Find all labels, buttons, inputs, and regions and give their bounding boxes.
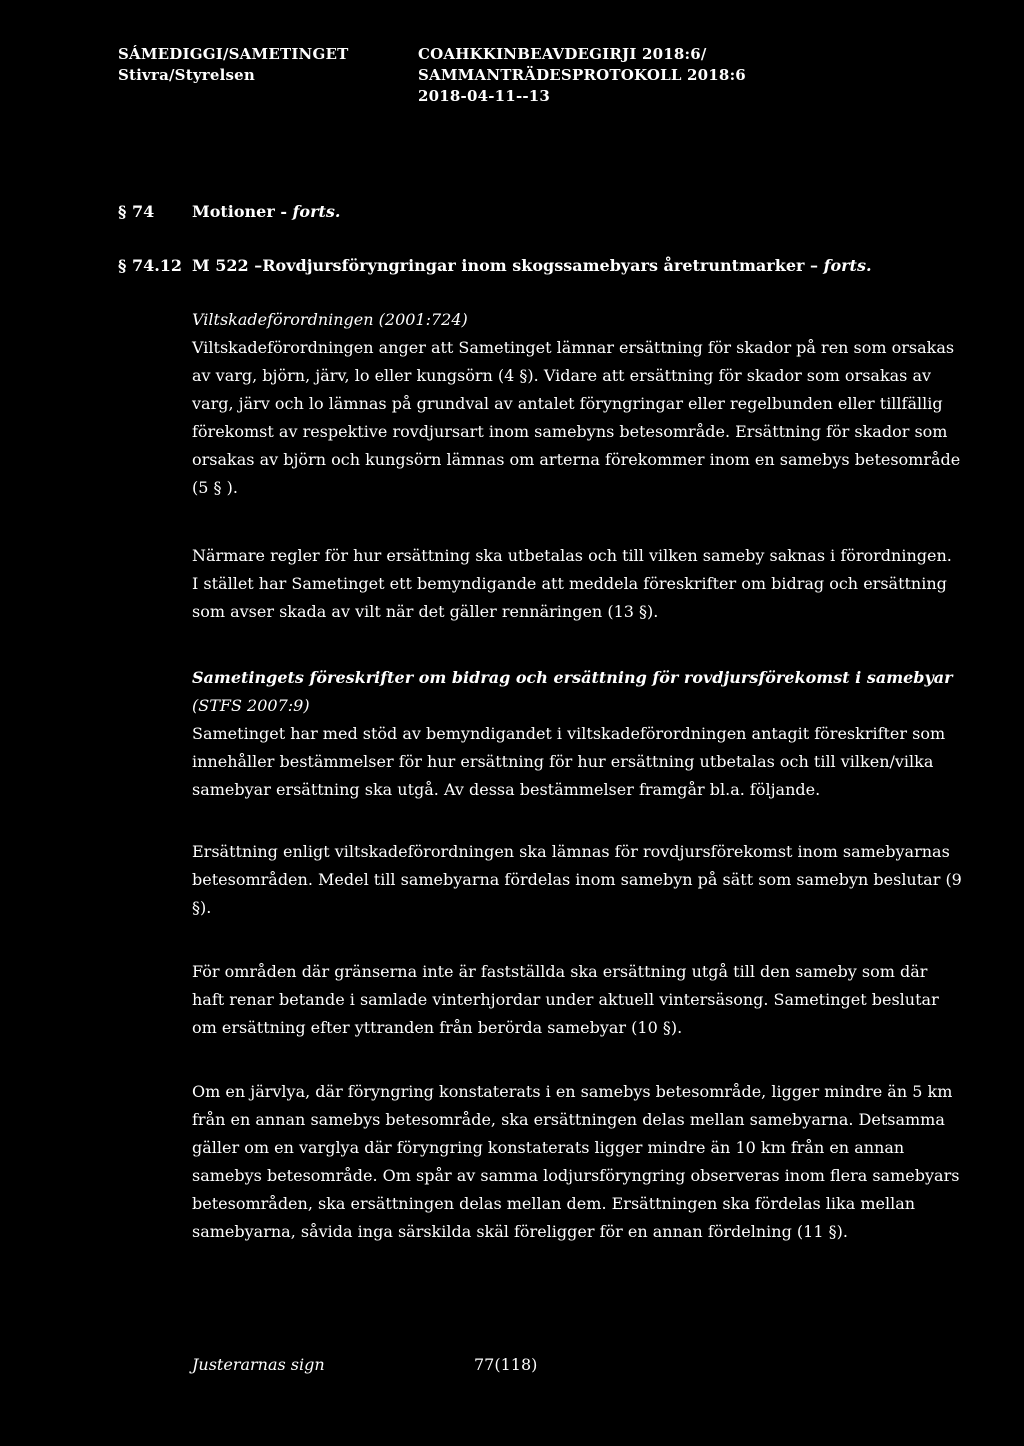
protocol-title-sami: COAHKKINBEAVDEGIRJI 2018:6/ [418,45,707,63]
stfs-paragraph-3: För områden där gränserna inte är fastställda ska ersättning utgå till den sameby som där haft renar betande i samlade vinterhjordar under aktuell vintersäsong. Sametinget beslutar om ersättning efter yttranden från berörda samebyar (10 §). [192,962,939,1037]
viltskade-paragraph-2: Närmare regler för hur ersättning ska utbetalas och till vilken sameby saknas i förordningen. I stället har Sametinget ett bemyndigande att meddela föreskrifter om bidrag och ersättning som avser skada av vilt när det gäller rennäringen (13 §). [192,546,952,621]
viltskade-block-2 [192,542,962,626]
section-74-heading [118,202,341,221]
page-number: 77(118) [474,1355,538,1374]
stfs-heading: Sametingets föreskrifter om bidrag och ersättning för rovdjursförekomst i samebyar [192,668,953,687]
board-name: Stivra/Styrelsen [118,66,255,84]
stfs-block-4 [192,1078,962,1246]
section-number: § 74.12 [118,256,183,275]
justerarnas-sign: Justerarnas sign [192,1355,325,1374]
header-right [418,44,746,107]
stfs-block-3 [192,958,962,1042]
meeting-date: 2018-04-11--13 [418,87,551,105]
stfs-paragraph-1: Sametinget har med stöd av bemyndigandet i viltskadeförordningen antagit föreskrifter som innehåller bestämmelser för hur ersättning för hur ersättning utbetalas och till vilken/vilka samebyar ersättning ska utgå. Av dessa bestämmelser framgår bl.a. följande. [192,724,946,799]
section-title: Motioner - [192,202,293,221]
organization-name: SÁMEDIGGI/SAMETINGET [118,45,349,63]
stfs-block [192,664,962,804]
header-left [118,44,348,86]
section-74-12-heading [118,256,872,275]
viltskade-paragraph-1: Viltskadeförordningen anger att Sametinget lämnar ersättning för skador på ren som orsakas av varg, björn, järv, lo eller kungsörn (4 §). Vidare att ersättning för skador som orsakas av varg, järv och lo lämnas på grundval av antalet föryngringar eller regelbunden eller tillfällig förekomst av respektive rovdjursart inom samebyns betesområde. Ersättning för skador som orsakas av björn och kungsörn lämnas om arterna förekommer inom en samebys betesområde (5 § ). [192,338,961,497]
stfs-heading-ref: (STFS 2007:9) [192,696,310,715]
section-number: § 74 [118,202,155,221]
viltskade-block [192,306,962,502]
stfs-block-2 [192,838,962,922]
stfs-paragraph-2: Ersättning enligt viltskadeförordningen ska lämnas för rovdjursförekomst inom samebyarnas betesområden. Medel till samebyarna fördelas inom samebyn på sätt som samebyn beslutar (9 §). [192,842,962,917]
viltskade-heading: Viltskadeförordningen (2001:724) [192,310,468,329]
stfs-paragraph-4: Om en järvlya, där föryngring konstaterats i en samebys betesområde, ligger mindre än 5 km från en annan samebys betesområde, ska ersättningen delas mellan samebyarna. Detsamma gäller om en varglya där föryngring konstaterats ligger mindre än 10 km från en annan samebys betesområde. Om spår av samma lodjursföryngring observeras inom flera samebyars betesområden, ska ersättningen delas mellan dem. Ersättningen ska fördelas lika mellan samebyarna, såvida inga särskilda skäl föreligger för en annan fördelning (11 §). [192,1082,960,1241]
section-title-forts: forts. [823,256,872,275]
section-title: M 522 –Rovdjursföryngringar inom skogssamebyars åretruntmarker – [192,256,824,275]
protocol-title-swedish: SAMMANTRÄDESPROTOKOLL 2018:6 [418,66,746,84]
section-title-forts: forts. [292,202,341,221]
